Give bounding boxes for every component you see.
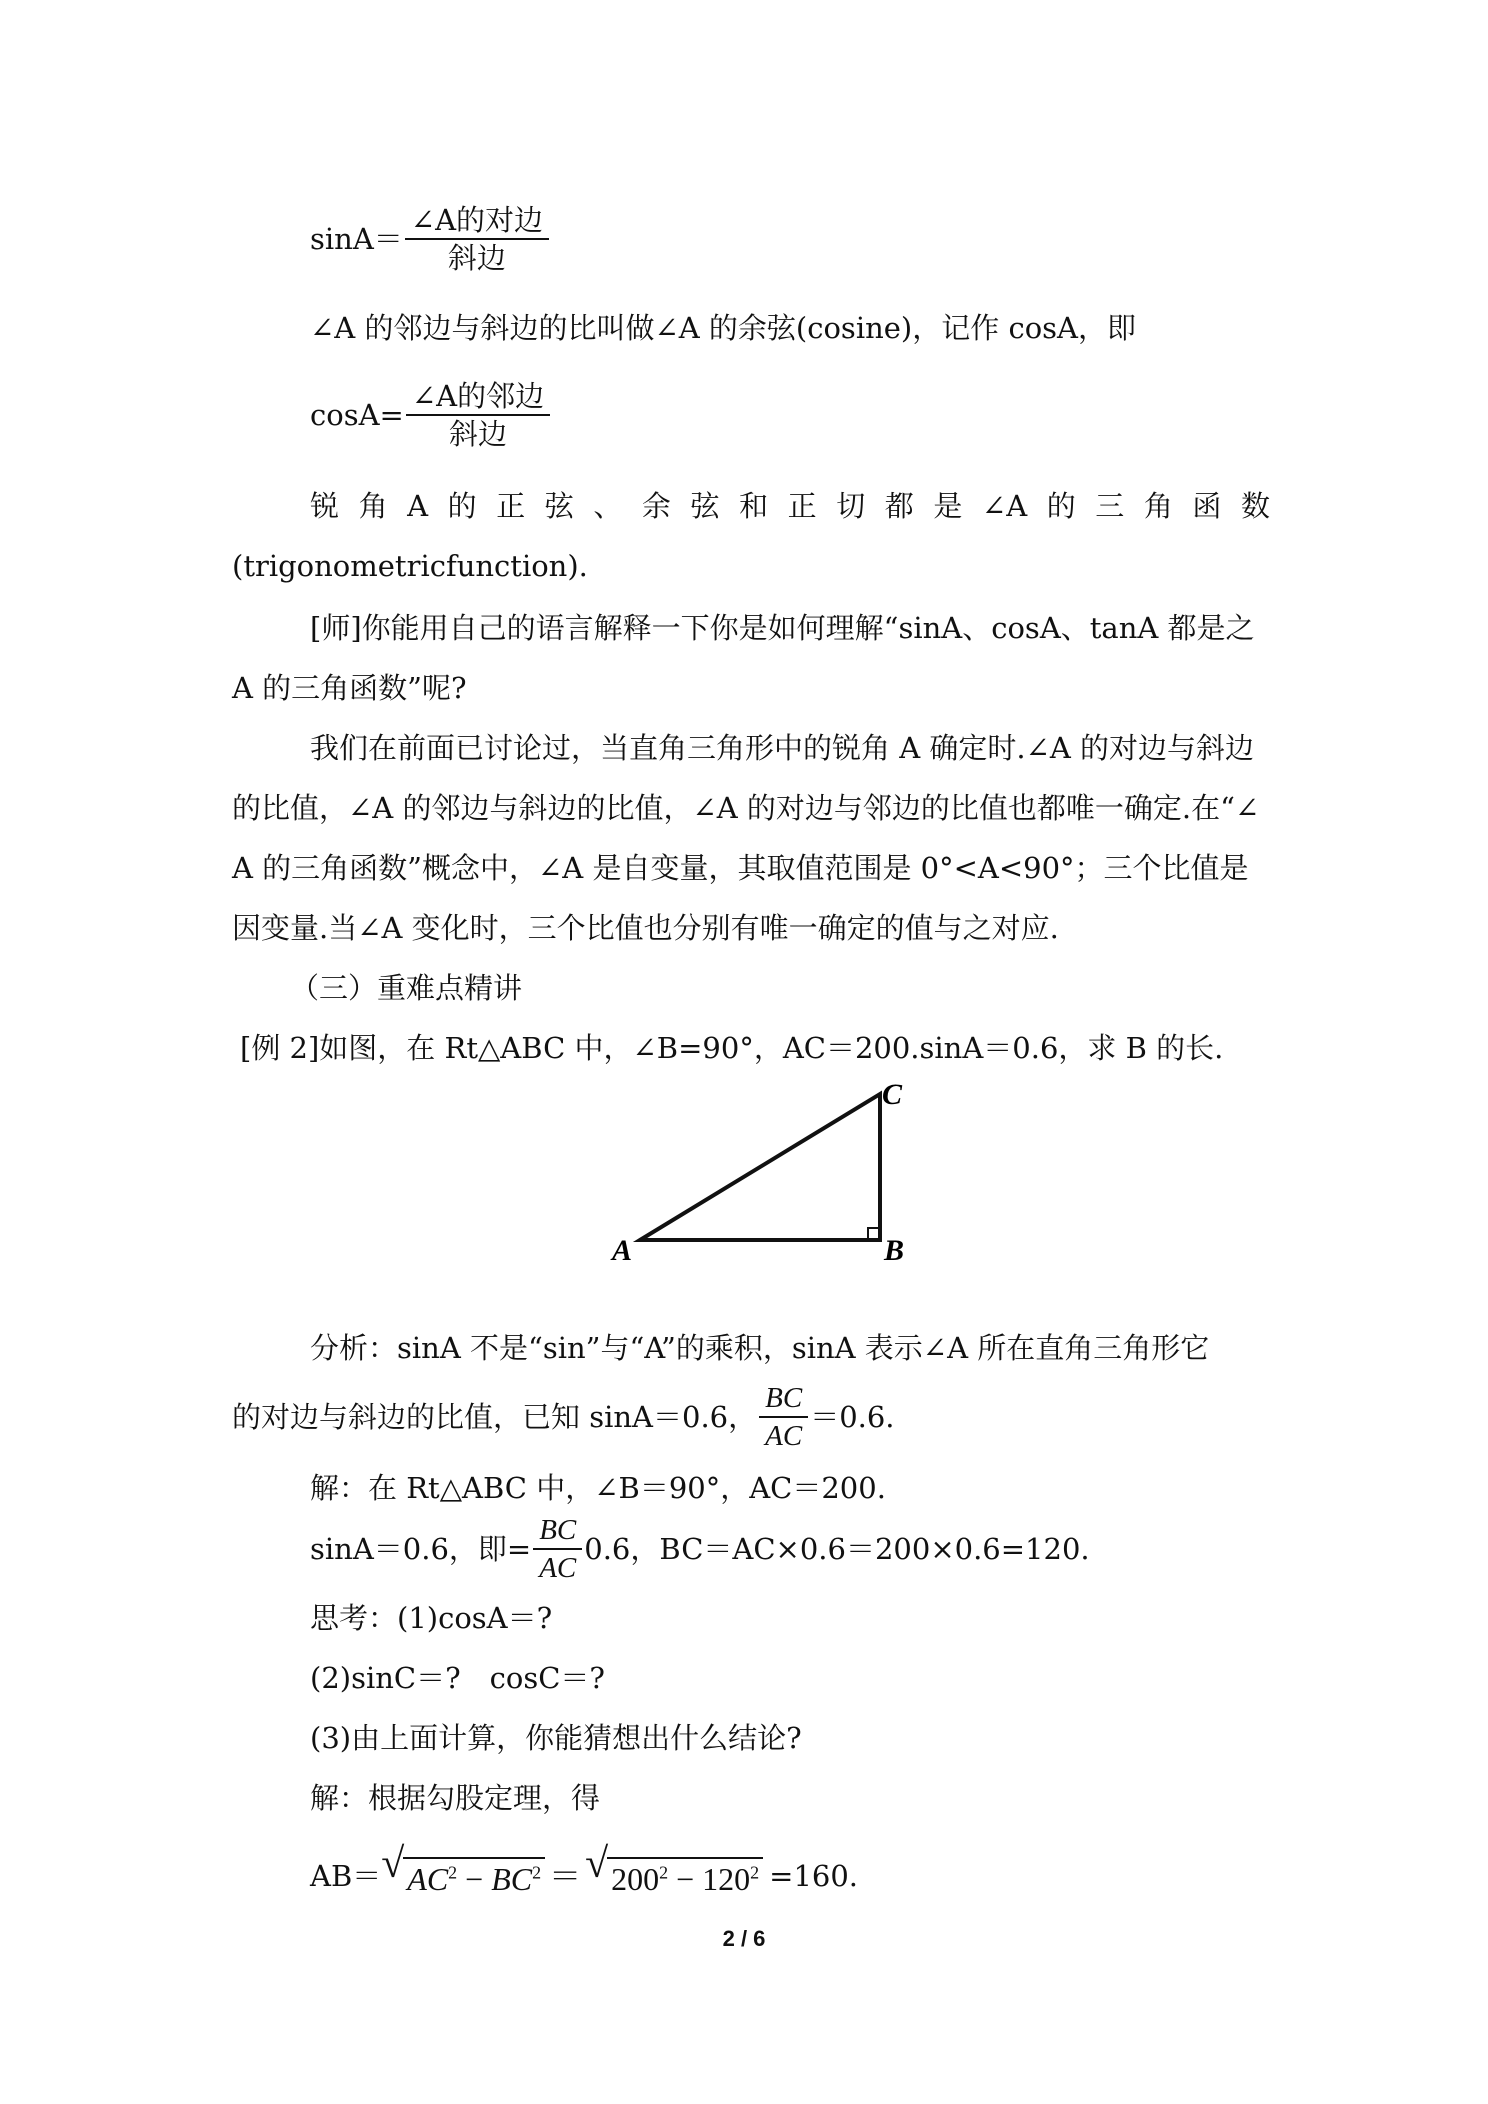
trig-line-1: 锐角A的正弦、余弦和正切都是∠A的三角函数: [310, 489, 1270, 523]
solution-line-1: 解：在 Rt△ABC 中，∠B＝90°，AC＝200.: [310, 1471, 886, 1505]
cos-label: cosA=: [310, 398, 404, 432]
think-question-2: (2)sinC＝? cosC＝?: [310, 1661, 605, 1695]
sin-label: sinA＝: [310, 222, 403, 256]
exponent: 2: [659, 1862, 669, 1882]
think-question-1: 思考：(1)cosA＝?: [310, 1601, 553, 1635]
cos-fraction: [406, 378, 550, 452]
sqrt-ac-bc: √ $AC^2 - BC^2$: [381, 1848, 545, 1904]
trig-line-2: (trigonometricfunction).: [232, 549, 588, 583]
cos-denominator: 斜边: [448, 417, 507, 451]
paragraph-line: 我们在前面已讨论过，当直角三角形中的锐角 A 确定时.∠A 的对边与斜边: [310, 731, 1255, 765]
triangle-figure: [600, 1080, 930, 1270]
teacher-line-1: [师]你能用自己的语言解释一下你是如何理解“sinA、cosA、tanA 都是之: [310, 611, 1255, 645]
analysis-line-1: 分析：sinA 不是“sin”与“A”的乘积，sinA 表示∠A 所在直角三角形它: [310, 1331, 1210, 1365]
sin-definition: [310, 202, 551, 276]
sqrt-term-200: 200: [611, 1860, 660, 1897]
exponent: 2: [532, 1862, 542, 1882]
sin-denominator: 斜边: [447, 241, 506, 275]
analysis-text-post: ＝0.6.: [810, 1400, 895, 1434]
paragraph-line: A 的三角函数”概念中，∠A 是自变量，其取值范围是 0°<A<90°；三个比值是: [232, 851, 1249, 885]
solution-denominator: AC: [539, 1552, 577, 1584]
sqrt-numbers: √ $200^2 - 120^2$: [585, 1848, 763, 1904]
exponent: 2: [750, 1862, 760, 1882]
think-question-3: (3)由上面计算，你能猜想出什么结论?: [310, 1721, 802, 1755]
section-title: （三）重难点精讲: [290, 971, 523, 1005]
equals-sign: ＝: [549, 1857, 582, 1894]
analysis-numerator: BC: [759, 1380, 808, 1418]
analysis-text: 的对边与斜边的比值，已知 sinA＝0.6，: [232, 1400, 758, 1434]
exponent: 2: [448, 1862, 458, 1882]
sqrt-term-120: 120: [702, 1860, 751, 1897]
minus-sign: −: [668, 1860, 703, 1897]
solution-2: 解：根据勾股定理，得: [310, 1781, 601, 1815]
sqrt-term-ac: AC: [407, 1860, 449, 1897]
page-number: 2 / 6: [722, 1926, 766, 1951]
teacher-line-2: A 的三角函数”呢?: [232, 671, 467, 705]
paragraph-line: 的比值，∠A 的邻边与斜边的比值，∠A 的对边与邻边的比值也都唯一确定.在“∠: [232, 791, 1260, 825]
cos-numerator: ∠A的邻边: [406, 378, 550, 416]
cos-intro: ∠A 的邻边与斜边的比叫做∠A 的余弦(cosine)，记作 cosA，即: [310, 311, 1136, 345]
triangle-abc: [640, 1094, 880, 1240]
ab-label: AB＝: [310, 1858, 382, 1893]
solution-fraction: [533, 1512, 582, 1586]
example-line: [例 2]如图，在 Rt△ABC 中，∠B=90°，AC＝200.sinA＝0.6，求 B 的长.: [240, 1031, 1224, 1065]
analysis-line-2: [232, 1380, 895, 1454]
minus-sign: −: [457, 1860, 492, 1897]
analysis-fraction: [759, 1380, 808, 1454]
ab-equation: [310, 1841, 859, 1904]
solution-numerator: BC: [533, 1512, 582, 1550]
sin-fraction: [405, 202, 549, 276]
paragraph-line: 因变量.当∠A 变化时，三个比值也分别有唯一确定的值与之对应.: [232, 911, 1059, 945]
ab-result: =160.: [769, 1858, 859, 1893]
solution-text: sinA＝0.6，即=: [310, 1532, 532, 1566]
vertex-c-label: C: [882, 1080, 903, 1111]
cos-definition: [310, 378, 552, 452]
vertex-a-label: A: [612, 1234, 633, 1267]
sin-numerator: ∠A的对边: [405, 202, 549, 240]
analysis-denominator: AC: [765, 1420, 803, 1452]
solution-text-post: 0.6，BC＝AC×0.6＝200×0.6=120.: [584, 1532, 1090, 1566]
solution-line-2: [310, 1512, 1090, 1586]
vertex-b-label: B: [884, 1234, 905, 1267]
sqrt-term-bc: BC: [491, 1860, 533, 1897]
